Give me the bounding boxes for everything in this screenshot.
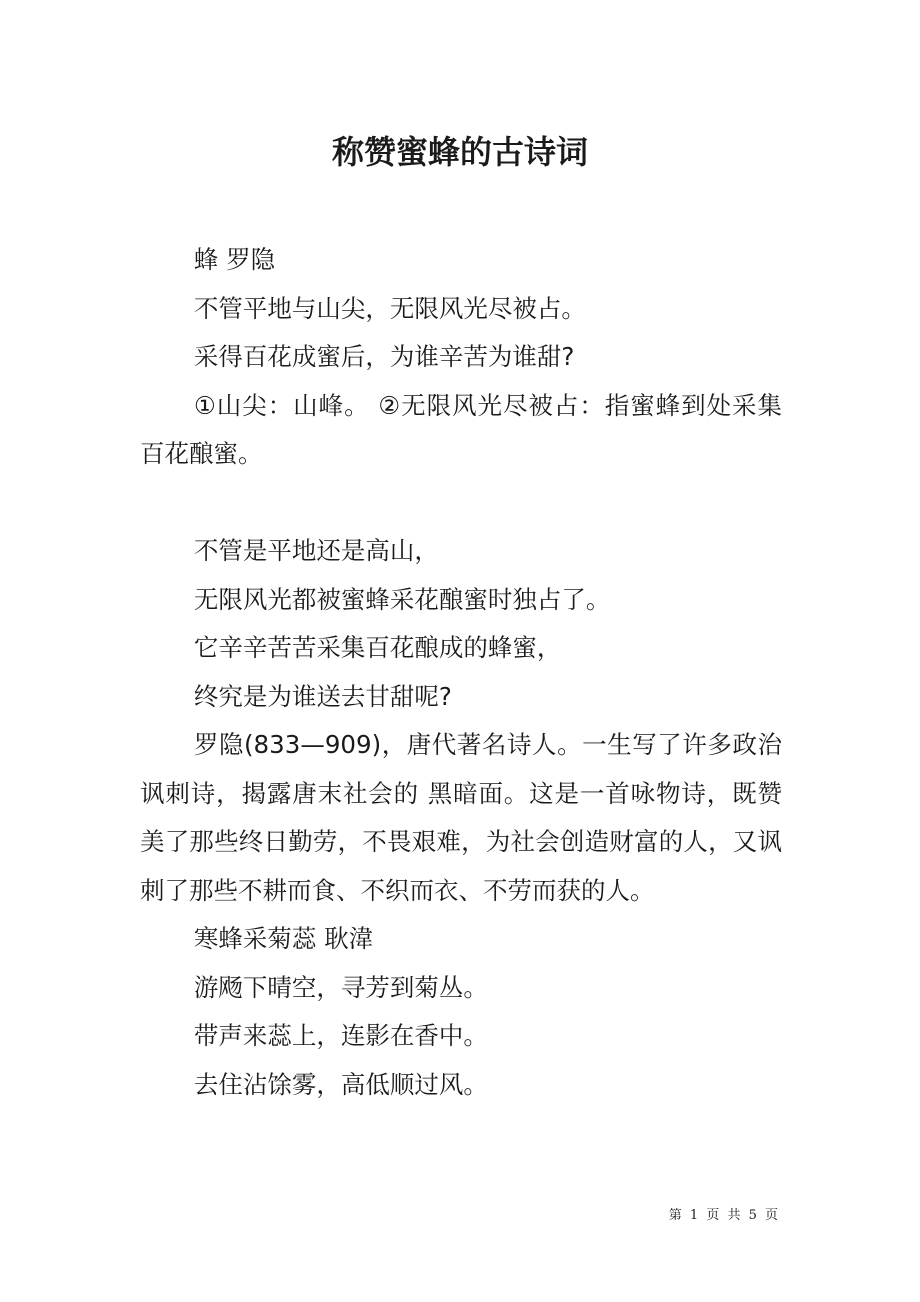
poem-line: 不管平地与山尖，无限风光尽被占。 <box>193 293 586 323</box>
commentary-paragraph: 罗隐(833—909)，唐代著名诗人。一生写了许多政治讽刺诗，揭露唐末社会的 黑暗面。这是一首咏物诗，既赞美了那些终日勤劳，不畏艰难，为社会创造财富的人，又讽 刺了那些不耕而食、不织而衣、不劳而获的人。 <box>140 730 782 905</box>
poem-line: 带声来蕊上，连影在香中。 <box>193 1021 488 1050</box>
translation-line: 不管是平地还是高山， <box>193 536 439 565</box>
translation-line: 无限风光都被蜜蜂采花酿蜜时独占了。 <box>193 584 611 614</box>
document-body <box>140 236 782 1109</box>
poem-title-line: 蜂 罗隐 <box>193 245 276 274</box>
blank-line <box>140 479 782 528</box>
annotation-paragraph: ①山尖：山峰。 ②无限风光尽被占：指蜜蜂到处采集百花酿蜜。 <box>140 390 782 468</box>
poem-line: 去住沾馀雾，高低顺过风。 <box>193 1069 488 1099</box>
poem-line: 游飏下晴空，寻芳到菊丛。 <box>193 972 488 1002</box>
translation-line: 它辛辛苦苦采集百花酿成的蜂蜜， <box>193 633 562 662</box>
translation-line: 终究是为谁送去甘甜呢? <box>193 681 452 711</box>
poem-line: 采得百花成蜜后，为谁辛苦为谁甜? <box>193 342 575 371</box>
document-title: 称赞蜜蜂的古诗词 <box>331 133 588 171</box>
page-number-footer: 第 1 页 共 5 页 <box>668 1208 780 1223</box>
poem-title-line: 寒蜂采菊蕊 耿湋 <box>193 924 374 953</box>
